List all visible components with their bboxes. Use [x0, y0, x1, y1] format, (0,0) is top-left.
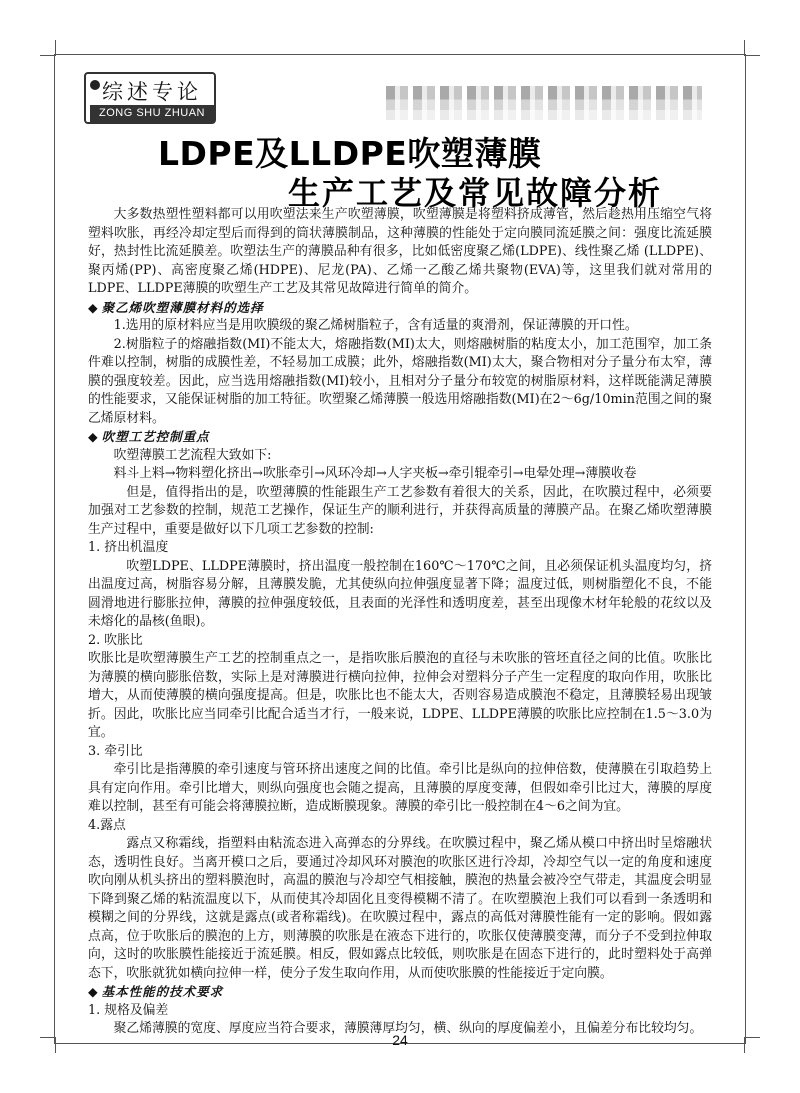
crop-mark — [40, 40, 56, 56]
section-heading-text: 基本性能的技术要求 — [101, 984, 224, 999]
subheading: 4.露点 — [88, 817, 126, 833]
page-number: 24 — [392, 1032, 408, 1048]
paragraph: 吹塑LDPE、LLDPE薄膜时，挤出温度一般控制在160℃～170℃之间，且必须保证机头温度均匀，挤出温度过高，树脂容易分解，且薄膜发脆，尤其使纵向拉伸强度显著下降；温度过低，则树脂塑化不良，不能圆滑地进行膨胀拉伸，薄膜的拉伸强度较低，且表面的光泽性和透明度差，甚至出现像木材年轮般的花纹以及未熔化的晶核(鱼眼)。 — [88, 558, 712, 629]
section-heading — [88, 299, 712, 318]
section-heading — [88, 428, 712, 447]
section-heading-text: 吹塑工艺控制重点 — [101, 429, 210, 444]
subheading: 1. 规格及偏差 — [88, 1002, 169, 1018]
paragraph: 聚乙烯薄膜的宽度、厚度应当符合要求，薄膜薄厚均匀，横、纵向的厚度偏差小，且偏差分布比较均匀。 — [113, 1021, 703, 1036]
paragraph: 1.选用的原材料应当是用吹膜级的聚乙烯树脂粒子，含有适量的爽滑剂，保证薄膜的开口性。 — [113, 318, 638, 333]
paragraph: 但是，值得指出的是，吹塑薄膜的性能跟生产工艺参数有着很大的关系，因此，在吹膜过程中，必须要加强对工艺参数的控制，规范工艺操作，保证生产的顺利进行，并获得高质量的薄膜产品。在聚乙烯吹塑薄膜生产过程中，重要是做好以下几项工艺参数的控制: — [88, 484, 712, 537]
paragraph: 2.树脂粒子的熔融指数(MI)不能太大，熔融指数(MI)太大，则熔融树脂的粘度太小，加工范围窄，加工条件难以控制，树脂的成膜性差，不轻易加工成膜；此外，熔融指数(MI)太大，聚合物相对分子量分布太窄，薄膜的强度较差。因此，应当选用熔融指数(MI)较小，且相对分子量分布较宽的树脂原材料，这样既能满足薄膜的性能要求，又能保证树脂的加工特征。吹塑聚乙烯薄膜一般选用熔融指数(MI)在2～6g/10min范围之间的聚乙烯原材料。 — [88, 336, 712, 426]
section-tag-pinyin: ZONG SHU ZHUAN LUN — [90, 105, 214, 122]
article-title-line1: LDPE及LLDPE吹塑薄膜 — [158, 134, 542, 173]
paragraph: 露点又称霜线，指塑料由粘流态进入高弹态的分界线。在吹膜过程中，聚乙烯从模口中挤出时呈熔融状态，透明性良好。当离开模口之后，要通过冷却风环对膜泡的吹胀区进行冷却，冷却空气以一定的角度和速度吹向刚从机头挤出的塑料膜泡时，高温的膜泡与冷却空气相接触，膜泡的热量会被冷空气带走，其温度会明显下降到聚乙烯的粘流温度以下，从而使其冷却固化且变得模糊不清了。在吹塑膜泡上我们可以看到一条透明和模糊之间的分界线，这就是露点(或者称霜线)。在吹膜过程中，露点的高低对薄膜性能有一定的影响。假如露点高，位于吹胀后的膜泡的上方，则薄膜的吹胀是在液态下进行的，吹胀仅使薄膜变薄，而分子不受到拉伸取向，这时的吹胀膜性能接近于流延膜。相反，假如露点比较低，则吹胀是在固态下进行的，此时塑料处于高弹态下，吹胀就犹如横向拉伸一样，使分子发生取向作用，从而使吹胀膜的性能接近于定向膜。 — [88, 836, 712, 981]
crop-mark — [40, 1037, 56, 1053]
crop-mark — [744, 40, 760, 56]
section-tag-label: 综述专论 — [102, 80, 202, 104]
paragraph: 吹胀比是吹塑薄膜生产工艺的控制重点之一，是指吹胀后膜泡的直径与未吹胀的管坯直径之间的比值。吹胀比为薄膜的横向膨胀倍数，实际上是对薄膜进行横向拉伸，拉伸会对塑料分子产生一定程度的取向作用，吹胀比增大，从而使薄膜的横向强度提高。但是，吹胀比也不能太大，否则容易造成膜泡不稳定，且薄膜轻易出现皱折。因此，吹胀比应当同牵引比配合适当才行，一般来说，LDPE、LLDPE薄膜的吹胀比应控制在1.5～3.0为宜。 — [88, 651, 712, 740]
article-title-line2: 生产工艺及常见故障分析 — [288, 174, 663, 212]
diamond-icon: ◆ — [88, 984, 99, 999]
paragraph: 牵引比是指薄膜的牵引速度与管环挤出速度之间的比值。牵引比是纵向的拉伸倍数，使薄膜在引取趋势上具有定向作用。牵引比增大，则纵向强度也会随之提高，且薄膜的厚度变薄，但假如牵引比过大，薄膜的厚度难以控制，甚至有可能会将薄膜拉断，造成断膜现象。薄膜的牵引比一般控制在4～6之间为宜。 — [88, 762, 712, 814]
diamond-icon: ◆ — [88, 299, 99, 315]
decorative-pattern — [386, 86, 702, 120]
subheading: 1. 挤出机温度 — [88, 540, 169, 555]
section-heading — [88, 983, 712, 1002]
intro-paragraph: 大多数热塑性塑料都可以用吹塑法来生产吹塑薄膜，吹塑薄膜是将塑料挤成薄管，然后趁热用压缩空气将塑料吹胀，再经冷却定型后而得到的筒状薄膜制品，这种薄膜的性能处于定向膜同流延膜之间：强度比流延膜好，热封性比流延膜差。吹塑法生产的薄膜品种有很多，比如低密度聚乙烯(LDPE)、线性聚乙烯 (LLDPE)、聚丙烯(PP)、高密度聚乙烯(HDPE)、尼龙(PA)、乙烯一乙酸乙烯共聚物(EVA)等，这里我们就对常用的LDPE、LLDPE薄膜的吹塑生产工艺及其常见故障进行简单的简介。 — [88, 207, 712, 296]
paragraph: 吹塑薄膜工艺流程大致如下: — [113, 447, 272, 463]
crop-mark — [744, 1037, 760, 1053]
subheading: 2. 吹胀比 — [88, 632, 143, 648]
process-flow: 料斗上料→物料塑化挤出→吹胀牵引→风环冷却→人字夹板→牵引辊牵引→电晕处理→薄膜收卷 — [113, 466, 637, 481]
section-heading-text: 聚乙烯吹塑薄膜材料的选择 — [101, 299, 264, 315]
section-tag — [84, 72, 216, 136]
bullet-dot-icon — [90, 80, 100, 90]
article-body — [88, 206, 712, 1039]
subheading: 3. 牵引比 — [88, 743, 143, 759]
diamond-icon: ◆ — [88, 429, 99, 444]
